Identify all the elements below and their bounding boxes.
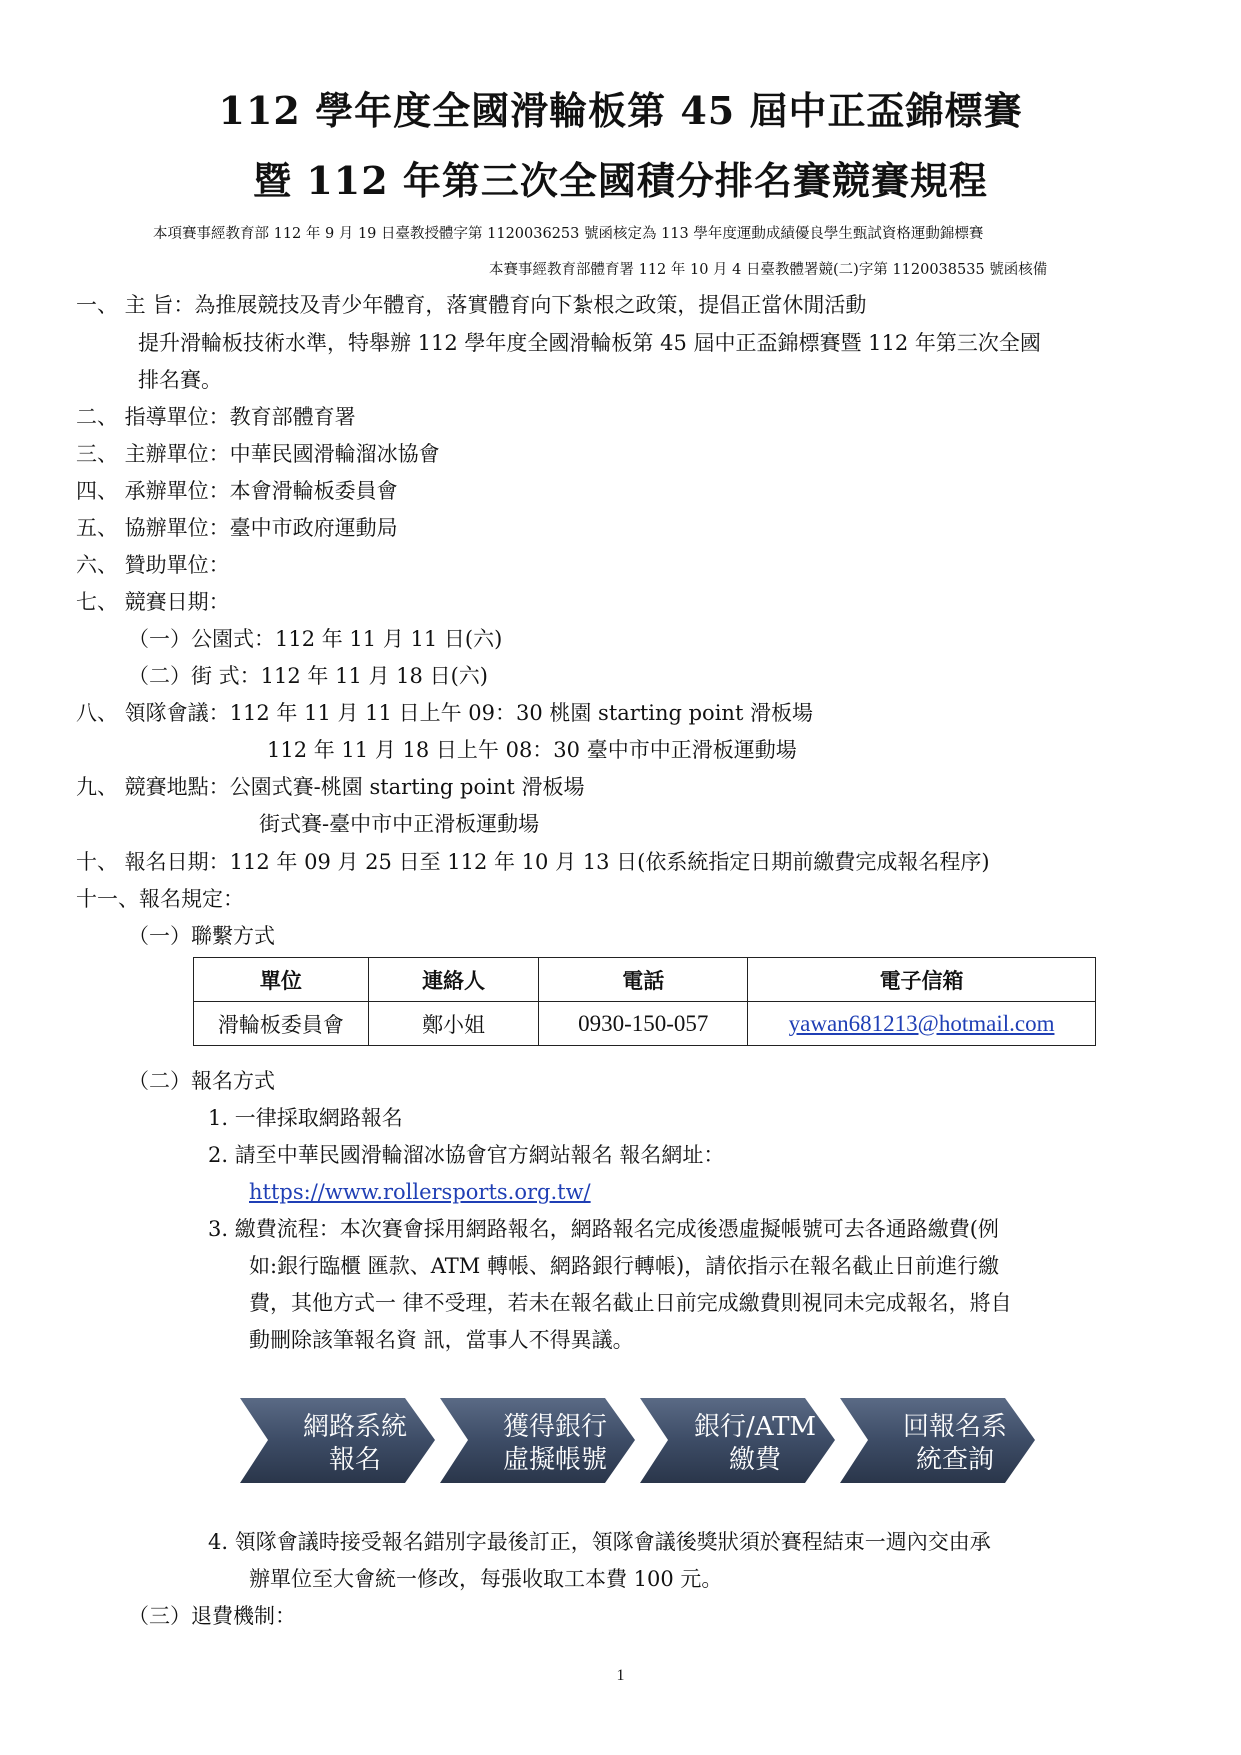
section-organizer: 三、 主辦單位：中華民國滑輪溜冰協會 xyxy=(76,442,440,466)
table-header-cell: 單位 xyxy=(194,958,369,1002)
page-title-line1: 112 學年度全國滑輪板第 45 屆中正盃錦標賽 xyxy=(218,88,1023,133)
contact-person: 鄭小姐 xyxy=(368,1002,539,1046)
date-street: （二）街 式：112 年 11 月 18 日(六) xyxy=(128,664,488,688)
flow-step-text: 網路系統 xyxy=(302,1412,407,1442)
method-item-2: 2. 請至中華民國滑輪溜冰協會官方網站報名 報名網址： xyxy=(208,1143,725,1167)
flow-step-text: 統查詢 xyxy=(915,1445,994,1475)
page-number: 1 xyxy=(616,1667,625,1684)
registration-url-link[interactable]: https://www.rollersports.org.tw/ xyxy=(249,1180,591,1204)
contact-table xyxy=(193,957,1096,1046)
section-undertaker: 四、 承辦單位：本會滑輪板委員會 xyxy=(76,479,398,503)
contact-email-link[interactable]: yawan681213@hotmail.com xyxy=(788,1010,1055,1036)
flow-step-1-label xyxy=(280,1411,430,1477)
section-purpose: 一、 主 旨：為推展競技及青少年體育，落實體育向下紮根之政策，提倡正當休閒活動 xyxy=(76,293,867,317)
table-row xyxy=(194,1002,1096,1046)
flow-step-text: 報名 xyxy=(328,1445,381,1475)
payment-flow-diagram xyxy=(240,1393,1060,1488)
approval-note-1: 本項賽事經教育部 112 年 9 月 19 日臺教授體字第 1120036253 號函核定為 113 學年度運動成績優良學生甄試資格運動錦標賽 xyxy=(153,226,984,242)
flow-step-2-label xyxy=(480,1411,630,1477)
method-item-4-cont: 辦單位至大會統一修改，每張收取工本費 100 元。 xyxy=(249,1567,723,1591)
flow-step-text: 銀行/ATM xyxy=(693,1412,817,1442)
method-item-3: 3. 繳費流程：本次賽會採用網路報名，網路報名完成後憑虛擬帳號可去各通路繳費(例 xyxy=(208,1217,999,1241)
section-dates: 七、 競賽日期： xyxy=(76,590,230,614)
section-registration-rules: 十一、報名規定： xyxy=(76,887,244,911)
flow-step-text: 獲得銀行 xyxy=(502,1412,607,1442)
method-item-4: 4. 領隊會議時接受報名錯別字最後訂正，領隊會議後獎狀須於賽程結束一週內交由承 xyxy=(208,1530,991,1554)
subsection-contact: （一）聯繫方式 xyxy=(128,924,275,948)
section-purpose-cont2: 排名賽。 xyxy=(138,368,222,392)
date-park: （一）公園式：112 年 11 月 11 日(六) xyxy=(128,627,503,651)
table-header-cell: 電話 xyxy=(539,958,748,1002)
method-item-3-cont2: 費，其他方式一 律不受理，若未在報名截止日前完成繳費則視同未完成報名，將自 xyxy=(249,1291,1012,1315)
flow-step-4-label xyxy=(880,1411,1030,1477)
contact-unit: 滑輪板委員會 xyxy=(194,1002,369,1046)
method-item-1: 1. 一律採取網路報名 xyxy=(208,1106,403,1130)
table-header-cell: 連絡人 xyxy=(368,958,539,1002)
table-header-row xyxy=(194,958,1096,1002)
method-item-3-cont3: 動刪除該筆報名資 訊，當事人不得異議。 xyxy=(249,1328,634,1352)
flow-step-text: 繳費 xyxy=(728,1445,781,1475)
section-venue: 九、 競賽地點：公園式賽-桃園 starting point 滑板場 xyxy=(76,775,585,799)
section-coorganizer: 五、 協辦單位：臺中市政府運動局 xyxy=(76,516,398,540)
flow-step-text: 虛擬帳號 xyxy=(502,1445,607,1475)
section-meeting-cont: 112 年 11 月 18 日上午 08：30 臺中市中正滑板運動場 xyxy=(267,738,797,762)
section-supervisor: 二、 指導單位：教育部體育署 xyxy=(76,405,356,429)
section-meeting: 八、 領隊會議：112 年 11 月 11 日上午 09：30 桃園 starting point 滑板場 xyxy=(76,701,814,725)
contact-phone: 0930-150-057 xyxy=(539,1002,748,1046)
method-item-3-cont1: 如:銀行臨櫃 匯款、ATM 轉帳、網路銀行轉帳)，請依指示在報名截止日前進行繳 xyxy=(249,1254,1000,1278)
section-registration-dates: 十、 報名日期：112 年 09 月 25 日至 112 年 10 月 13 日(依系統指定日期前繳費完成報名程序) xyxy=(76,850,990,874)
subsection-method: （二）報名方式 xyxy=(128,1069,275,1093)
section-venue-cont: 街式賽-臺中市中正滑板運動場 xyxy=(259,812,540,836)
approval-note-2: 本賽事經教育部體育署 112 年 10 月 4 日臺教體署競(二)字第 1120038535 號函核備 xyxy=(489,262,1048,278)
page-title-line2: 暨 112 年第三次全國積分排名賽競賽規程 xyxy=(253,158,988,203)
section-purpose-cont: 提升滑輪板技術水準，特舉辦 112 學年度全國滑輪板第 45 屆中正盃錦標賽暨 112 年第三次全國 xyxy=(138,331,1041,355)
flow-step-text: 回報名系 xyxy=(902,1412,1007,1442)
subsection-refund: （三）退費機制： xyxy=(128,1604,296,1628)
table-header-cell: 電子信箱 xyxy=(748,958,1096,1002)
flow-step-3-label xyxy=(680,1411,830,1477)
section-sponsor: 六、 贊助單位： xyxy=(76,553,230,577)
